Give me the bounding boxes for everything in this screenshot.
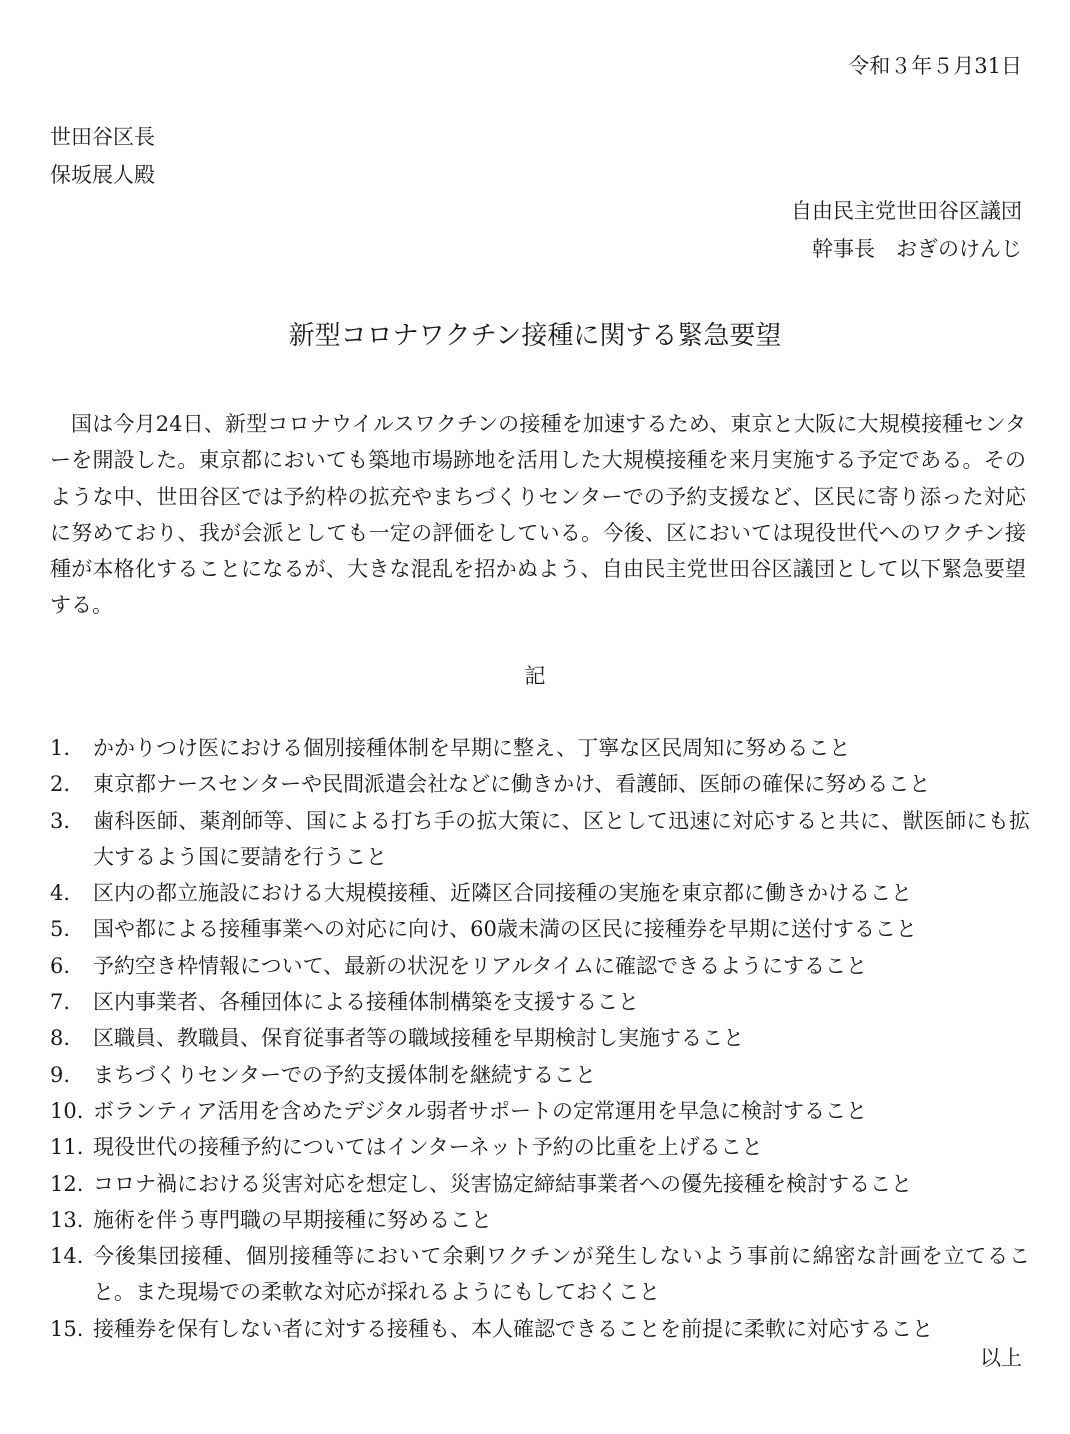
addressee-block: [50, 118, 155, 194]
list-item-text: 歯科医師、薬剤師等、国による打ち手の拡大策に、区として迅速に対応すると共に、獣医師にも拡大するよう国に要請を行うこと: [93, 808, 1030, 869]
list-item: [50, 875, 1030, 911]
list-item: [50, 984, 1030, 1020]
list-item-text: 接種券を保有しない者に対する接種も、本人確認できることを前提に柔軟に対応すること: [93, 1316, 933, 1341]
list-item-number: 12.: [50, 1171, 84, 1196]
list-item-number: 15.: [50, 1316, 84, 1341]
list-item-number: 8.: [50, 1026, 71, 1051]
list-item-text: 区内の都立施設における大規模接種、近隣区合同接種の実施を東京都に働きかけること: [93, 881, 912, 906]
list-item-text: 国や都による接種事業への対応に向け、60歳未満の区民に接種券を早期に送付すること: [93, 917, 917, 942]
list-item-number: 13.: [50, 1207, 84, 1232]
list-item-number: 10.: [50, 1098, 84, 1123]
list-item-text: まちづくりセンターでの予約支援体制を継続すること: [93, 1062, 596, 1087]
list-item: [50, 1093, 1030, 1129]
list-item: [50, 730, 1030, 766]
addressee-name: 保坂展人殿: [50, 163, 155, 187]
list-item-text: ボランティア活用を含めたデジタル弱者サポートの定常運用を早急に検討すること: [93, 1098, 868, 1123]
list-item-number: 7.: [50, 990, 71, 1015]
list-item: [50, 911, 1030, 947]
addressee-title: 世田谷区長: [50, 125, 155, 149]
list-item: [50, 1202, 1030, 1238]
list-item-number: 11.: [50, 1135, 84, 1160]
list-item: [50, 1020, 1030, 1056]
list-item: [50, 1129, 1030, 1165]
list-item-text: 現役世代の接種予約についてはインターネット予約の比重を上げること: [93, 1135, 763, 1160]
list-item-text: 施術を伴う専門職の早期接種に努めること: [93, 1207, 492, 1232]
sender-organization: 自由民主党世田谷区議団: [791, 199, 1022, 223]
list-item: [50, 948, 1030, 984]
list-item-number: 2.: [50, 772, 71, 797]
document-date: 令和３年５月31日: [848, 54, 1022, 78]
sender-block: [791, 192, 1022, 268]
sender-name: 幹事長 おぎのけんじ: [812, 237, 1022, 261]
closing-text: 以上: [980, 1346, 1022, 1370]
list-item-number: 3.: [50, 808, 71, 833]
list-item-text: 今後集団接種、個別接種等において余剰ワクチンが発生しないよう事前に綿密な計画を立てること。また現場での柔軟な対応が採れるようにもしておくこと: [93, 1244, 1030, 1305]
document-title: 新型コロナワクチン接種に関する緊急要望: [288, 321, 782, 351]
list-item-text: コロナ禍における災害対応を想定し、災害協定締結事業者への優先接種を検討すること: [93, 1171, 912, 1196]
list-item-text: 区内事業者、各種団体による接種体制構築を支援すること: [93, 990, 639, 1015]
list-item-number: 6.: [50, 953, 71, 978]
request-list: [50, 730, 1030, 1347]
list-item: [50, 1311, 1030, 1347]
list-item: [50, 766, 1030, 802]
list-item-text: 区職員、教職員、保育従事者等の職域接種を早期検討し実施すること: [93, 1026, 744, 1051]
body-paragraph: 国は今月24日、新型コロナウイルスワクチンの接種を加速するため、東京と大阪に大規模接種センターを開設した。東京都においても築地市場跡地を活用した大規模接種を来月実施する予定である。そのような中、世田谷区では予約枠の拡充やまちづくりセンターでの予約支援など、区民に寄り添った対応に努めており、我が会派としても一定の評価をしている。今後、区においては現役世代へのワクチン接種が本格化することになるが、大きな混乱を招かぬよう、自由民主党世田谷区議団として以下緊急要望する。: [50, 412, 1026, 618]
list-item-text: かかりつけ医における個別接種体制を早期に整え、丁寧な区民周知に努めること: [93, 736, 851, 760]
list-item-text: 予約空き枠情報について、最新の状況をリアルタイムに確認できるようにすること: [93, 953, 868, 978]
list-item-number: 4.: [50, 881, 71, 906]
list-item: [50, 1057, 1030, 1093]
list-item-text: 東京都ナースセンターや民間派遣会社などに働きかけ、看護師、医師の確保に努めること: [93, 772, 931, 797]
list-item-number: 14.: [50, 1244, 84, 1269]
list-item-number: 1.: [50, 736, 71, 760]
list-item-number: 5.: [50, 917, 71, 942]
list-item: [50, 803, 1030, 876]
list-item: [50, 1238, 1030, 1311]
list-item: [50, 1166, 1030, 1202]
list-item-number: 9.: [50, 1062, 71, 1087]
ki-heading: 記: [524, 664, 546, 688]
